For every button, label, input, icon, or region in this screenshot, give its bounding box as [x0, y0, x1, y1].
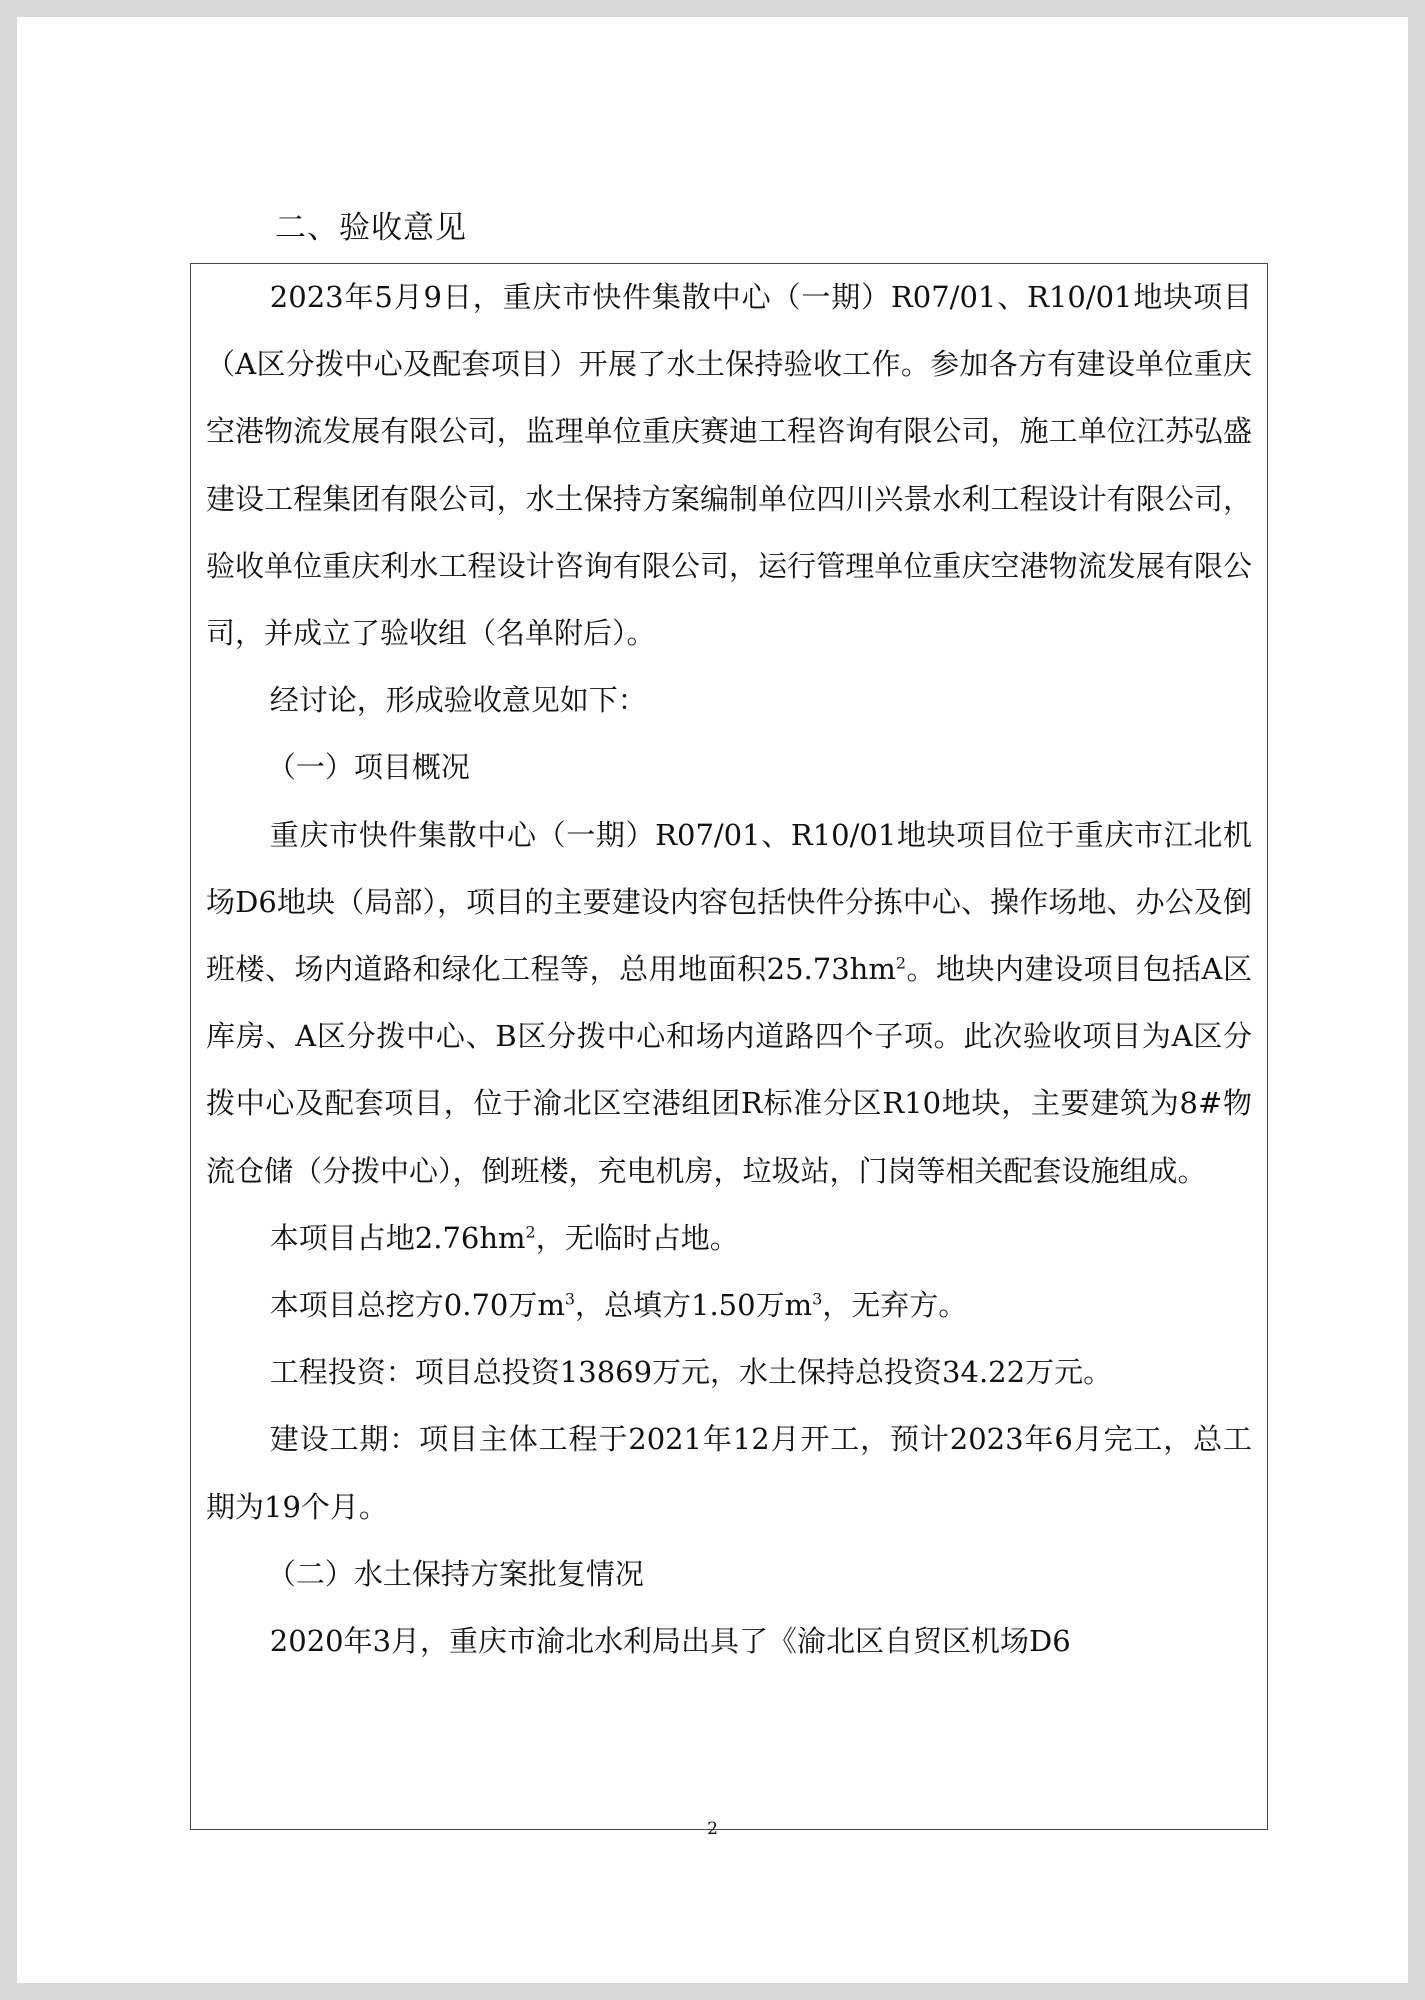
text-run: ，无临时占地。: [535, 1220, 739, 1255]
acceptance-opinion-box: [190, 263, 1268, 1830]
subheading-approval-status: （二）水土保持方案批复情况: [266, 1556, 644, 1591]
superscript: 3: [812, 1289, 823, 1309]
text-run: ，无弃方。: [822, 1288, 968, 1323]
paragraph-meeting-overview: 2023年5月9日，重庆市快件集散中心（一期）R07/01、R10/01地块项目（A区分拨中心及配套项目）开展了水土保持验收工作。参加各方有建设单位重庆空港物流发展有限公司，监理单位重庆赛迪工程咨询有限公司，施工单位江苏弘盛建设工程集团有限公司，水土保持方案编制单位四川兴景水利工程设计有限公司，验收单位重庆利水工程设计咨询有限公司，运行管理单位重庆空港物流发展有限公司，并成立了验收组（名单附后）。: [206, 280, 1252, 651]
paragraph-discussion: 经讨论，形成验收意见如下：: [269, 683, 647, 718]
subheading-project-overview: （一）项目概况: [266, 750, 470, 785]
text-run: 重庆市快件集散中心（一期）R07/01、R10/01地块项目位于重庆市江北机场D6地块（局部），项目的主要建设内容包括快件分拣中心、操作场地、办公及倒班楼、场内道路和绿化工程等，总用地面积25.73hm: [206, 817, 1252, 987]
paragraph-earthwork: [206, 1272, 1252, 1339]
paragraph-project-location: [206, 802, 1252, 1205]
paragraph-land-area: [206, 1205, 1252, 1272]
document-page: [17, 17, 1408, 1983]
paragraph-approval: 2020年3月，重庆市渝北水利局出具了《渝北区自贸区机场D6: [269, 1624, 1071, 1659]
section-title: 二、验收意见: [275, 210, 467, 246]
text-run: 本项目占地2.76hm: [269, 1220, 526, 1255]
superscript: 3: [564, 1289, 576, 1309]
paragraph-investment: 工程投资：项目总投资13869万元，水土保持总投资34.22万元。: [269, 1355, 1113, 1390]
page-number: 2: [707, 1819, 718, 1839]
superscript: 2: [525, 1222, 536, 1242]
paragraph-schedule: 建设工期：项目主体工程于2021年12月开工，预计2023年6月完工，总工期为19个月。: [206, 1422, 1252, 1524]
superscript: 2: [895, 953, 906, 973]
text-run: 。地块内建设项目包括A区库房、A区分拨中心、B区分拨中心和场内道路四个子项。此次验收项目为A区分拨中心及配套项目，位于渝北区空港组团R标准分区R10地块，主要建筑为8#物流仓储（分拨中心），倒班楼，充电机房，垃圾站，门岗等相关配套设施组成。: [206, 952, 1252, 1188]
text-run: 本项目总挖方0.70万m: [269, 1288, 565, 1323]
text-run: ，总填方1.50万m: [575, 1288, 813, 1323]
